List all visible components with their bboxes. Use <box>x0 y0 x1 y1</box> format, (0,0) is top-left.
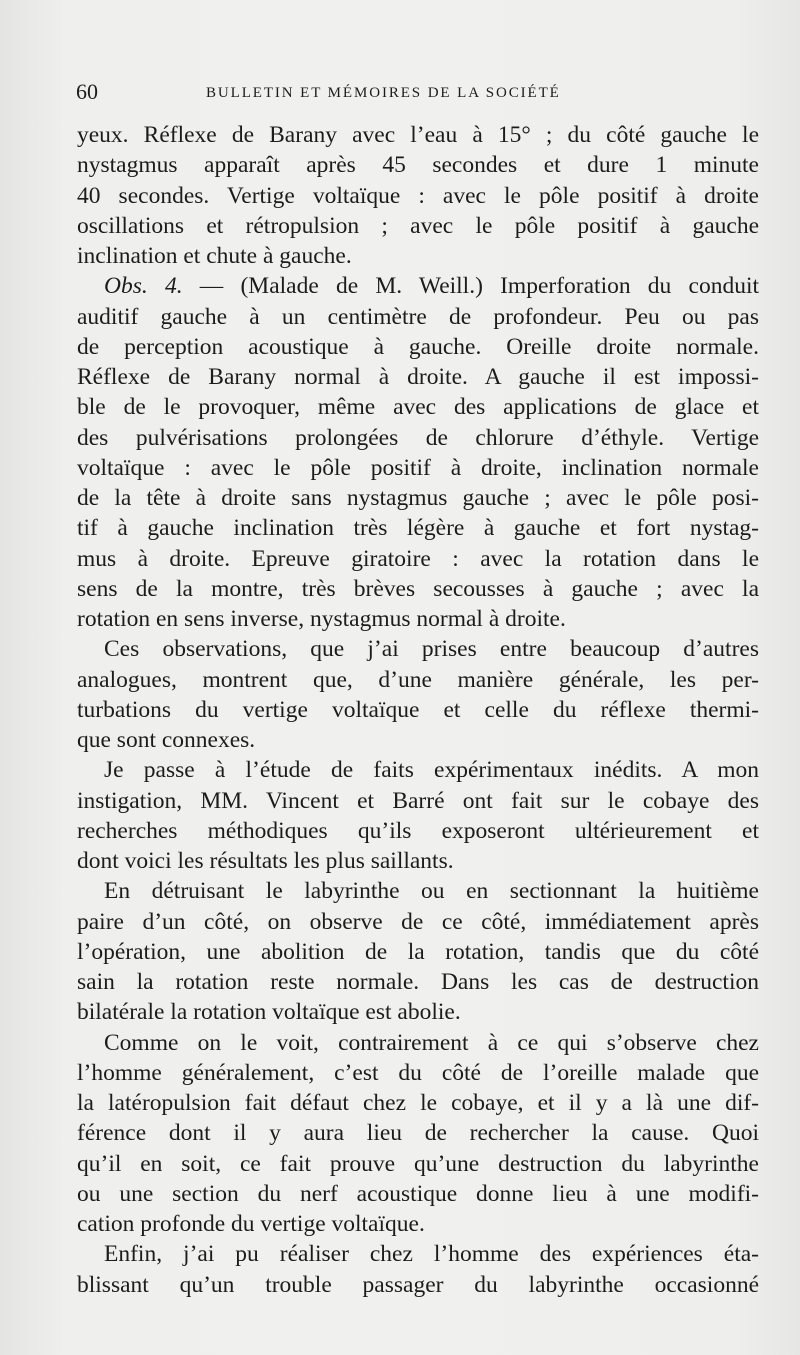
text-line: auditif gauche à un centimètre de profondeur. Peu ou pas <box>77 303 759 330</box>
text-line: tif à gauche inclination très légère à gauche et fort nystag- <box>77 515 759 542</box>
text-line: qu’il en soit, ce fait prouve qu’une destruction du labyrinthe <box>77 1150 759 1177</box>
text-line: turbations du vertige voltaïque et celle du réflexe thermi- <box>77 696 759 723</box>
text-line: férence dont il y aura lieu de rechercher la cause. Quoi <box>77 1120 759 1147</box>
text-line: Je passe à l’étude de faits expérimentaux inédits. A mon <box>104 757 759 784</box>
text-line: inclination et chute à gauche. <box>77 243 352 269</box>
text-line: En détruisant le labyrinthe ou en sectionnant la huitième <box>104 878 759 905</box>
page-header <box>76 80 760 104</box>
text-line: sens de la montre, très brèves secousses à gauche ; avec la <box>77 575 759 602</box>
text-line: recherches méthodiques qu’ils exposeront ultérieurement et <box>77 817 759 844</box>
text-line: yeux. Réflexe de Barany avec l’eau à 15° ; du côté gauche le <box>77 122 759 148</box>
running-title: BULLETIN ET MÉMOIRES DE LA SOCIÉTÉ <box>206 85 561 101</box>
text-line: ble de le provoquer, même avec des applications de glace et <box>77 394 759 421</box>
text-line: rotation en sens inverse, nystagmus normal à droite. <box>77 606 566 632</box>
text-line: mus à droite. Epreuve giratoire : avec la rotation dans le <box>77 545 759 572</box>
text-line: de perception acoustique à gauche. Oreille droite normale. <box>77 333 759 360</box>
text-line: l’homme généralement, c’est du côté de l’oreille malade que <box>77 1059 759 1086</box>
text-line: oscillations et rétropulsion ; avec le pôle positif à gauche <box>77 212 759 239</box>
text-line: que sont connexes. <box>77 727 256 753</box>
text-line: bilatérale la rotation voltaïque est abolie. <box>77 999 461 1026</box>
text-line: des pulvérisations prolongées de chlorure d’éthyle. Vertige <box>77 424 759 451</box>
text-line: cation profonde du vertige voltaïque. <box>77 1211 425 1237</box>
text-line: voltaïque : avec le pôle positif à droite, inclination normale <box>77 454 759 481</box>
text-line: Ces observations, que j’ai prises entre beaucoup d’autres <box>104 636 759 663</box>
text-line: 40 secondes. Vertige voltaïque : avec le pôle positif à droite <box>77 182 759 209</box>
observation-label: Obs. 4. <box>104 273 183 300</box>
text-line: paire d’un côté, on observe de ce côté, immédiatement après <box>77 908 759 935</box>
text-line: ou une section du nerf acoustique donne lieu à une modifi- <box>77 1180 759 1207</box>
text-line: blissant qu’un trouble passager du labyrinthe occasionné <box>77 1271 759 1298</box>
page-number: 60 <box>76 79 98 104</box>
body-text <box>77 120 759 1300</box>
text-line: Enfin, j’ai pu réaliser chez l’homme des expériences éta- <box>104 1241 759 1268</box>
text-line: l’opération, une abolition de la rotation, tandis que du côté <box>77 938 759 965</box>
text-line: la latéropulsion fait défaut chez le cobaye, et il y a là une dif- <box>77 1090 759 1116</box>
text-line: Obs. 4. — (Malade de M. Weill.) Imperforation du conduit <box>104 273 759 300</box>
text-line: dont voici les résultats les plus saillants. <box>77 848 454 874</box>
text-line: Réflexe de Barany normal à droite. A gauche il est impossi- <box>77 364 759 390</box>
text-line: Comme on le voit, contrairement à ce qui s’observe chez <box>104 1029 759 1056</box>
text-line: de la tête à droite sans nystagmus gauche ; avec le pôle posi- <box>77 485 759 511</box>
text-line: nystagmus apparaît après 45 secondes et dure 1 minute <box>77 152 759 179</box>
text-line: instigation, MM. Vincent et Barré ont fait sur le cobaye des <box>77 787 759 814</box>
text-line: sain la rotation reste normale. Dans les cas de destruction <box>77 969 759 995</box>
text-line: analogues, montrent que, d’une manière générale, les per- <box>77 666 759 693</box>
